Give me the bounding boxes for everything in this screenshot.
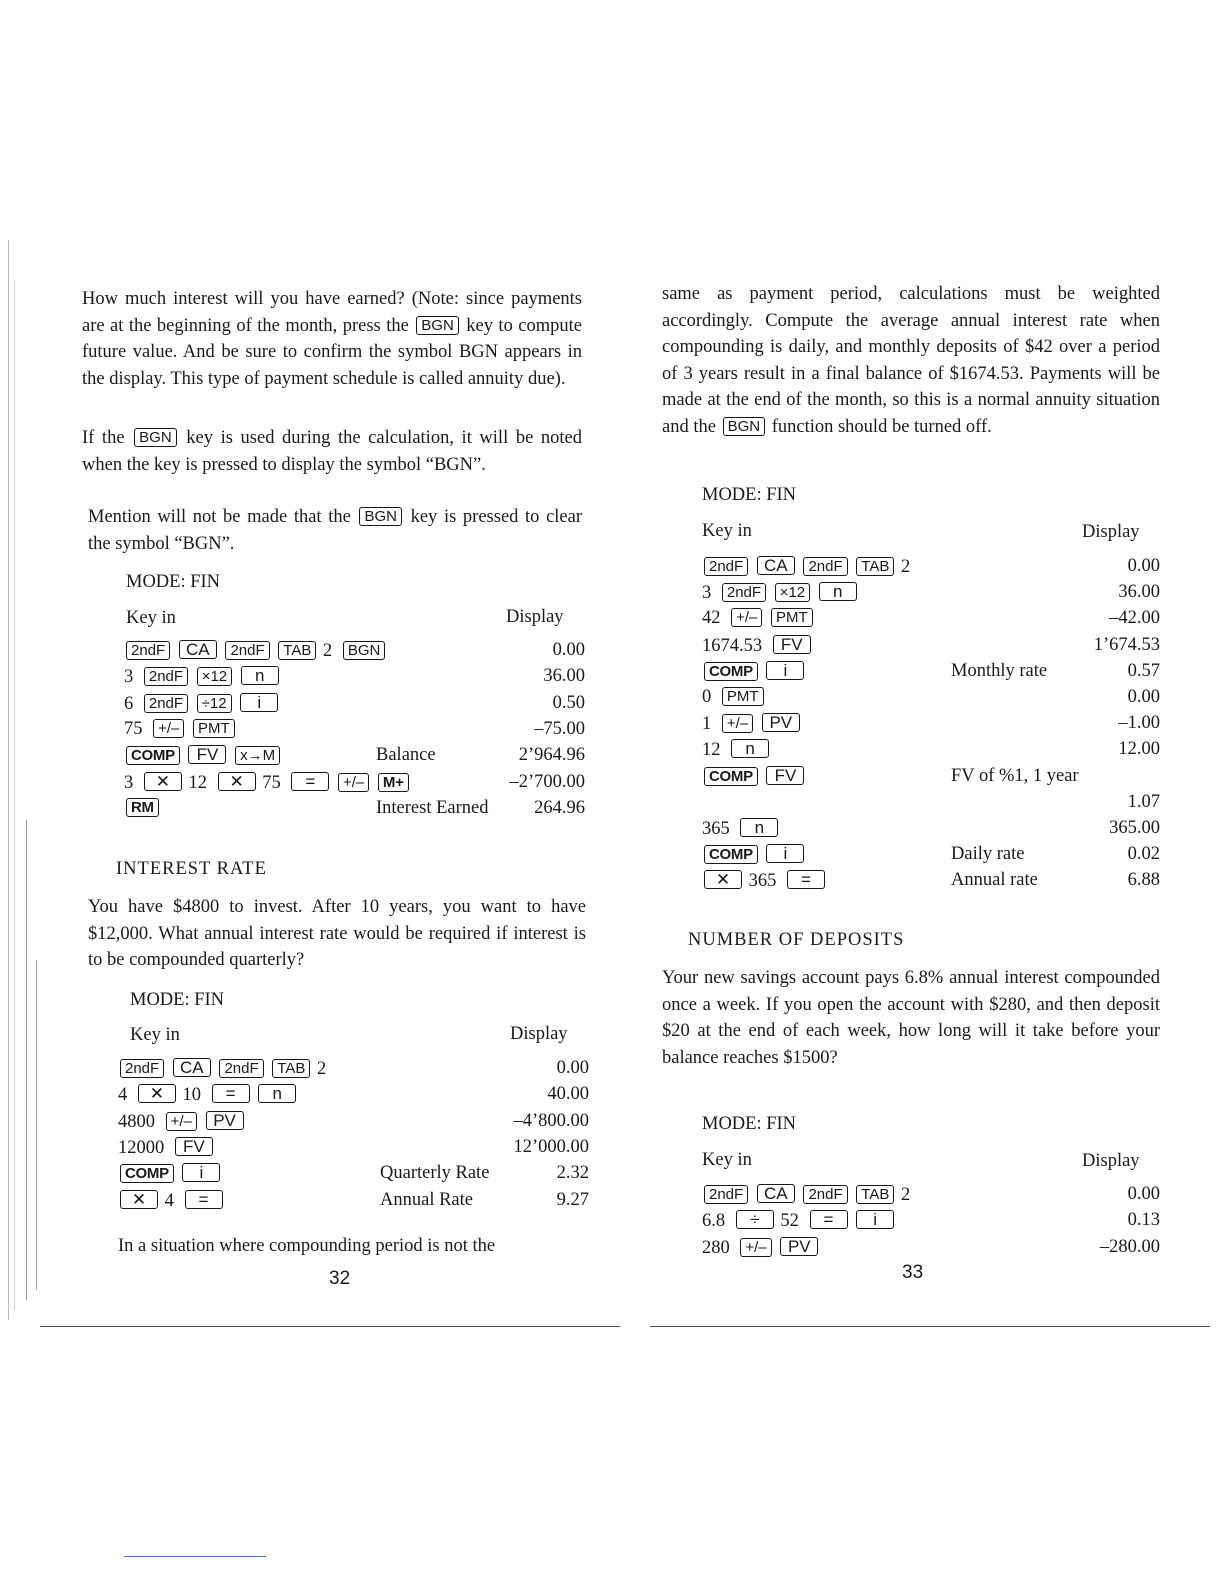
tab-key: TAB bbox=[278, 641, 316, 660]
keyed-number: 1674.53 bbox=[702, 635, 763, 656]
second-function-key: 2ndF bbox=[803, 557, 847, 576]
display-value: 9.27 bbox=[556, 1189, 589, 1210]
pmt-key: PMT bbox=[771, 608, 813, 627]
closing-text: In a situation where compounding period is not the bbox=[118, 1236, 496, 1256]
display-note: Monthly rate bbox=[951, 660, 1048, 681]
display-header: Display bbox=[506, 607, 564, 627]
sign-change-key: +/– bbox=[731, 608, 762, 627]
bgn-key: BGN bbox=[416, 316, 459, 335]
keystroke-row bbox=[702, 687, 1160, 713]
key-sequence bbox=[124, 693, 280, 715]
intro-text: How much interest will you have earned? (Note: since payments are at the beginning of the month, press the bbox=[82, 289, 582, 336]
intro-text: same as payment period, calculations must be weighted accordingly. Compute the average annual interest rate when compounding is daily, and monthly deposits of $42 over a period of 3 years result in a final balance of $1674.53. Payments will be made at the end of the month, so this is a normal annuity situation and the bbox=[662, 284, 1160, 437]
comp-key: COMP bbox=[704, 662, 758, 681]
keystroke-row bbox=[124, 640, 585, 666]
keystroke-row bbox=[702, 792, 1160, 818]
bgn-note-paragraph bbox=[82, 425, 582, 478]
keyed-number: 4 bbox=[164, 1190, 174, 1211]
keyed-number: 10 bbox=[182, 1085, 201, 1106]
key-sequence bbox=[124, 772, 411, 794]
display-value: –280.00 bbox=[1099, 1236, 1160, 1257]
pmt-key: PMT bbox=[722, 687, 764, 706]
display-header: Display bbox=[510, 1024, 568, 1044]
second-function-key: 2ndF bbox=[120, 1059, 164, 1078]
equals-key: = bbox=[810, 1210, 848, 1229]
display-value: 40.00 bbox=[547, 1084, 589, 1105]
mode-label: MODE: FIN bbox=[702, 1114, 797, 1134]
display-value: 264.96 bbox=[534, 797, 585, 818]
display-note: Annual rate bbox=[951, 870, 1038, 891]
second-function-key: 2ndF bbox=[144, 694, 188, 713]
second-function-key: 2ndF bbox=[722, 583, 766, 602]
keystroke-row bbox=[118, 1058, 589, 1084]
display-note: Interest Earned bbox=[376, 797, 489, 818]
sign-change-key: +/– bbox=[740, 1238, 771, 1257]
display-header: Display bbox=[1082, 522, 1140, 542]
key-sequence bbox=[702, 661, 806, 683]
key-sequence bbox=[702, 1210, 896, 1232]
recall-memory-key: RM bbox=[126, 798, 159, 817]
equals-key: = bbox=[212, 1084, 250, 1103]
page-number: 33 bbox=[902, 1262, 924, 1283]
keystroke-row bbox=[702, 739, 1160, 765]
fv-key: FV bbox=[188, 745, 226, 764]
times-12-key: ×12 bbox=[775, 583, 810, 602]
key-sequence bbox=[702, 635, 813, 657]
keyed-number: 3 bbox=[124, 772, 134, 793]
bgn-key: BGN bbox=[359, 507, 402, 526]
display-note: Daily rate bbox=[951, 844, 1025, 865]
keystroke-row bbox=[702, 556, 1160, 582]
display-value: 36.00 bbox=[543, 666, 585, 687]
key-in-header: Key in bbox=[130, 1025, 180, 1045]
keystroke-row bbox=[118, 1084, 589, 1110]
pv-key: PV bbox=[206, 1111, 244, 1130]
keystroke-row bbox=[124, 745, 585, 771]
bgn-key: BGN bbox=[343, 641, 386, 660]
keyed-number: 6.8 bbox=[702, 1211, 726, 1232]
key-sequence bbox=[702, 870, 827, 892]
multiply-key: ✕ bbox=[218, 772, 256, 791]
i-key: i bbox=[182, 1163, 220, 1182]
display-value: 0.13 bbox=[1127, 1210, 1160, 1231]
tab-key: TAB bbox=[272, 1059, 310, 1078]
multiply-key: ✕ bbox=[138, 1084, 176, 1103]
key-sequence bbox=[702, 766, 806, 788]
clear-text: Mention will not be made that the bbox=[88, 507, 351, 527]
keyed-number: 3 bbox=[702, 583, 712, 604]
key-sequence bbox=[118, 1084, 298, 1106]
keyed-number: 0 bbox=[702, 687, 712, 707]
display-note: FV of %1, 1 year bbox=[951, 765, 1079, 786]
mode-label: MODE: FIN bbox=[702, 485, 797, 505]
display-value: –42.00 bbox=[1109, 608, 1160, 629]
keyed-number: 4800 bbox=[118, 1111, 155, 1132]
clear-all-key: CA bbox=[757, 1184, 795, 1203]
display-value: 6.88 bbox=[1127, 870, 1160, 891]
bgn-key: BGN bbox=[723, 417, 766, 436]
key-sequence bbox=[118, 1137, 215, 1159]
key-sequence bbox=[124, 798, 161, 819]
equals-key: = bbox=[185, 1190, 223, 1209]
key-sequence bbox=[124, 666, 281, 688]
display-value: –4’800.00 bbox=[513, 1110, 589, 1131]
n-key: n bbox=[819, 582, 857, 601]
n-key: n bbox=[241, 666, 279, 685]
scan-mark bbox=[124, 1556, 266, 1557]
keyed-number: 3 bbox=[124, 667, 134, 688]
display-value: 1’674.53 bbox=[1093, 634, 1160, 655]
multiply-key: ✕ bbox=[144, 772, 182, 791]
second-function-key: 2ndF bbox=[704, 1185, 748, 1204]
second-function-key: 2ndF bbox=[126, 641, 170, 660]
key-sequence bbox=[124, 745, 282, 767]
keyed-number: 52 bbox=[780, 1211, 799, 1232]
multiply-key: ✕ bbox=[120, 1190, 158, 1209]
key-sequence bbox=[702, 713, 802, 735]
equals-key: = bbox=[291, 772, 329, 791]
display-value: –2’700.00 bbox=[509, 771, 585, 792]
keystroke-row bbox=[702, 844, 1160, 870]
clear-all-key: CA bbox=[757, 556, 795, 575]
intro-paragraph bbox=[662, 281, 1160, 440]
display-value: 0.00 bbox=[556, 1058, 589, 1078]
display-value: 0.50 bbox=[552, 692, 585, 713]
keystroke-row bbox=[702, 608, 1160, 634]
display-value: 36.00 bbox=[1118, 582, 1160, 603]
keystroke-row bbox=[124, 693, 585, 719]
display-value: 0.57 bbox=[1127, 660, 1160, 681]
key-sequence bbox=[702, 844, 806, 866]
key-sequence bbox=[118, 1163, 222, 1185]
second-function-key: 2ndF bbox=[704, 557, 748, 576]
tab-key: TAB bbox=[856, 557, 894, 576]
display-value: –1.00 bbox=[1118, 713, 1160, 734]
keyed-number: 365 bbox=[748, 871, 777, 892]
display-value: 0.00 bbox=[552, 640, 585, 660]
comp-key: COMP bbox=[704, 845, 758, 864]
keystroke-row bbox=[702, 1184, 1160, 1210]
intro-text-rest: key to compute future value. And be sure to confirm the symbol BGN appears in the display. This type of payment schedule is called annuity due). bbox=[82, 315, 582, 389]
keystroke-row bbox=[702, 582, 1160, 608]
display-value: 2.32 bbox=[556, 1163, 589, 1184]
keyed-number: 2 bbox=[900, 557, 911, 577]
sign-change-key: +/– bbox=[338, 773, 369, 792]
pv-key: PV bbox=[762, 713, 800, 732]
keystroke-row bbox=[702, 818, 1160, 844]
keystroke-row bbox=[702, 661, 1160, 687]
display-value: 12’000.00 bbox=[513, 1136, 589, 1157]
keyed-number: 6 bbox=[124, 693, 134, 714]
key-in-header: Key in bbox=[702, 1150, 752, 1170]
bgn-key: BGN bbox=[134, 428, 177, 447]
pmt-key: PMT bbox=[193, 719, 235, 738]
memory-plus-key: M+ bbox=[378, 773, 409, 792]
equals-key: = bbox=[787, 870, 825, 889]
fv-key: FV bbox=[766, 766, 804, 785]
note-text-rest: key is used during the calculation, it will be noted when the key is pressed to display the symbol “BGN”. bbox=[82, 428, 582, 475]
display-value: –75.00 bbox=[534, 718, 585, 739]
keystroke-row bbox=[118, 1190, 589, 1216]
sign-change-key: +/– bbox=[722, 714, 753, 733]
i-key: i bbox=[240, 693, 278, 712]
keyed-number: 2 bbox=[900, 1185, 911, 1205]
keyed-number: 2 bbox=[322, 641, 333, 661]
key-sequence bbox=[702, 687, 766, 708]
key-sequence bbox=[702, 739, 771, 761]
display-note: Balance bbox=[376, 745, 436, 766]
keyed-number: 1 bbox=[702, 714, 712, 735]
keyed-number: 365 bbox=[702, 819, 730, 839]
second-function-key: 2ndF bbox=[144, 667, 188, 686]
n-key: n bbox=[731, 739, 769, 758]
n-key: n bbox=[258, 1084, 296, 1103]
key-in-header: Key in bbox=[126, 608, 176, 628]
keyed-number: 12 bbox=[188, 772, 207, 793]
i-key: i bbox=[766, 661, 804, 680]
keystroke-row bbox=[124, 666, 585, 692]
key-sequence bbox=[118, 1111, 246, 1133]
right-page bbox=[612, 0, 1224, 1584]
section-title: NUMBER OF DEPOSITS bbox=[688, 930, 905, 950]
display-value: 0.00 bbox=[1127, 1184, 1160, 1204]
key-sequence bbox=[124, 719, 237, 740]
display-value: 2’964.96 bbox=[518, 745, 585, 766]
comp-key: COMP bbox=[704, 767, 758, 786]
keystroke-row bbox=[702, 1237, 1160, 1263]
key-sequence bbox=[702, 818, 780, 840]
tab-key: TAB bbox=[856, 1185, 894, 1204]
keystroke-row bbox=[118, 1111, 589, 1137]
n-key: n bbox=[740, 818, 778, 837]
second-function-key: 2ndF bbox=[225, 641, 269, 660]
key-sequence bbox=[702, 556, 914, 578]
section-title: INTEREST RATE bbox=[116, 859, 267, 879]
display-value: 0.00 bbox=[1127, 556, 1160, 576]
pv-key: PV bbox=[780, 1237, 818, 1256]
display-value: 12.00 bbox=[1118, 739, 1160, 760]
divide-key: ÷ bbox=[736, 1210, 774, 1229]
display-value: 0.02 bbox=[1127, 844, 1160, 865]
display-header: Display bbox=[1082, 1151, 1140, 1171]
keyed-number: 75 bbox=[262, 772, 281, 793]
keyed-number: 42 bbox=[702, 608, 721, 629]
divide-12-key: ÷12 bbox=[197, 694, 232, 713]
keystroke-row bbox=[702, 766, 1160, 792]
key-sequence bbox=[702, 1237, 820, 1259]
keystroke-row bbox=[702, 635, 1160, 661]
keyed-number: 4 bbox=[118, 1085, 128, 1106]
display-note: Annual Rate bbox=[380, 1189, 473, 1210]
key-sequence bbox=[118, 1190, 225, 1212]
sign-change-key: +/– bbox=[166, 1112, 197, 1131]
intro-paragraph bbox=[82, 286, 582, 392]
keyed-number: 2 bbox=[316, 1059, 327, 1079]
x-to-memory-key: x→M bbox=[235, 746, 280, 765]
intro-text-rest: function should be turned off. bbox=[771, 416, 992, 437]
mode-label: MODE: FIN bbox=[126, 572, 221, 592]
note-text: If the bbox=[82, 428, 125, 448]
second-function-key: 2ndF bbox=[803, 1185, 847, 1204]
multiply-key: ✕ bbox=[704, 870, 742, 889]
display-value: 0.00 bbox=[1127, 687, 1160, 707]
fv-key: FV bbox=[773, 635, 811, 654]
key-sequence bbox=[118, 1058, 330, 1080]
keystroke-row bbox=[702, 870, 1160, 896]
keystroke-row bbox=[702, 713, 1160, 739]
keyed-number: 75 bbox=[124, 718, 143, 739]
keyed-number: 12 bbox=[702, 740, 721, 761]
keystroke-row bbox=[124, 719, 585, 745]
i-key: i bbox=[766, 844, 804, 863]
bgn-clear-paragraph bbox=[88, 504, 582, 557]
key-sequence bbox=[124, 640, 387, 662]
key-sequence bbox=[702, 608, 815, 629]
sign-change-key: +/– bbox=[153, 719, 184, 738]
keystroke-row bbox=[702, 1210, 1160, 1236]
times-12-key: ×12 bbox=[197, 667, 232, 686]
second-function-key: 2ndF bbox=[219, 1059, 263, 1078]
clear-text-rest: key is pressed to clear the symbol “BGN”. bbox=[88, 507, 582, 554]
keyed-number: 12000 bbox=[118, 1137, 165, 1158]
clear-all-key: CA bbox=[179, 640, 217, 659]
keystroke-row bbox=[124, 772, 585, 798]
page-number: 32 bbox=[329, 1268, 351, 1289]
comp-key: COMP bbox=[120, 1164, 174, 1183]
key-in-header: Key in bbox=[702, 521, 752, 541]
display-note: Quarterly Rate bbox=[380, 1163, 490, 1184]
display-value: 1.07 bbox=[1127, 791, 1160, 812]
fv-key: FV bbox=[175, 1137, 213, 1156]
keystroke-row bbox=[118, 1137, 589, 1163]
display-value: 365.00 bbox=[1109, 818, 1160, 838]
keystroke-row bbox=[124, 798, 585, 824]
comp-key: COMP bbox=[126, 746, 180, 765]
clear-all-key: CA bbox=[173, 1058, 211, 1077]
mode-label: MODE: FIN bbox=[130, 990, 225, 1010]
number-of-deposits-paragraph: Your new savings account pays 6.8% annual interest compounded once a week. If you open the account with $280, and then deposit $20 at the end of each week, how long will it take before your balance reaches $1500? bbox=[662, 968, 1160, 1068]
keystroke-row bbox=[118, 1163, 589, 1189]
interest-rate-paragraph: You have $4800 to invest. After 10 years, you want to have $12,000. What annual interest rate would be required if interest is to be compounded quarterly? bbox=[88, 897, 586, 970]
keyed-number: 280 bbox=[702, 1237, 730, 1258]
i-key: i bbox=[856, 1210, 894, 1229]
key-sequence bbox=[702, 582, 859, 604]
page-bottom-rule bbox=[40, 1326, 620, 1327]
key-sequence bbox=[702, 1184, 914, 1206]
